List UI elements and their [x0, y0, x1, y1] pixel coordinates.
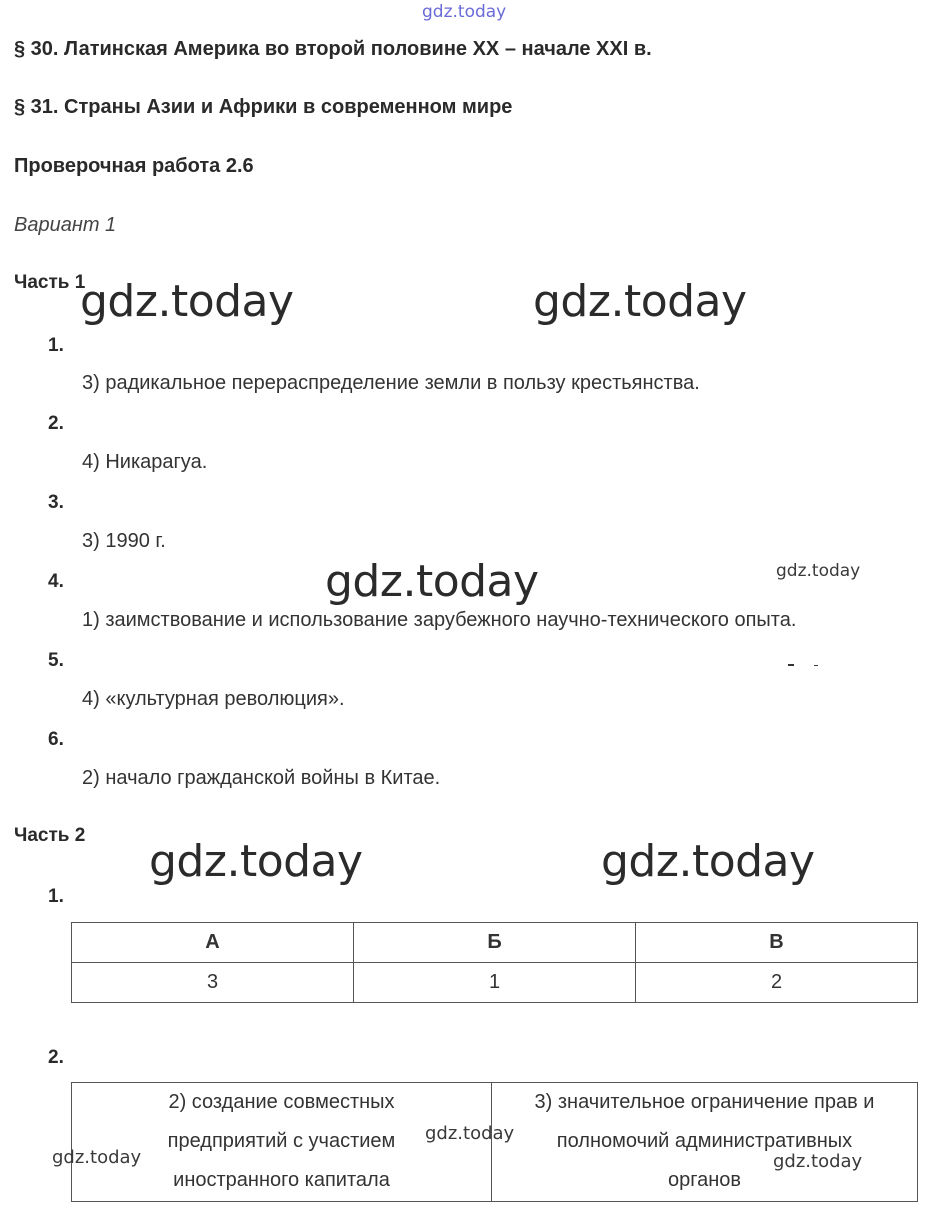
answer-table-1 — [71, 922, 918, 1003]
answer-text: 4) «культурная революция». — [82, 688, 345, 710]
table-cell: 2 — [636, 963, 918, 1003]
cell-line: предприятий с участием — [167, 1130, 396, 1152]
watermark: gdz.today — [325, 556, 539, 607]
watermark: gdz.today — [601, 836, 815, 887]
table-header-cell: В — [636, 923, 918, 963]
answer-text: 3) радикальное перераспределение земли в пользу крестьянства. — [82, 372, 700, 394]
watermark-small: gdz.today — [52, 1147, 142, 1168]
watermark-top: gdz.today — [422, 2, 507, 22]
cell-line: 2) создание совместных — [168, 1091, 395, 1113]
answer-text: 2) начало гражданской войны в Китае. — [82, 767, 441, 789]
question-number: 6. — [48, 729, 64, 750]
table-header-cell: Б — [354, 923, 636, 963]
section-31-heading: § 31. Страны Азии и Африки в современном мире — [14, 96, 513, 118]
stray-mark — [814, 665, 818, 666]
question-number: 1. — [48, 886, 64, 907]
answer-text: 4) Никарагуа. — [82, 451, 208, 473]
question-number: 1. — [48, 335, 64, 356]
question-number: 3. — [48, 492, 64, 513]
question-number: 4. — [48, 571, 64, 592]
test-title: Проверочная работа 2.6 — [14, 155, 254, 177]
variant-label: Вариант 1 — [14, 214, 117, 236]
cell-line: иностранного капитала — [173, 1169, 390, 1191]
answer-text: 3) 1990 г. — [82, 530, 166, 552]
question-number: 2. — [48, 413, 64, 434]
part2-title: Часть 2 — [14, 825, 86, 846]
cell-line: органов — [667, 1169, 742, 1191]
watermark: gdz.today — [533, 276, 747, 327]
table-header-cell: А — [72, 923, 354, 963]
question-number: 5. — [48, 650, 64, 671]
section-30-heading: § 30. Латинская Америка во второй половине XX – начале XXI в. — [14, 38, 652, 60]
watermark-small: gdz.today — [773, 1151, 863, 1172]
answer-text: 1) заимствование и использование зарубежного научно-технического опыта. — [82, 609, 797, 631]
watermark-small: gdz.today — [776, 561, 861, 581]
part1-title: Часть 1 — [14, 272, 86, 293]
table-cell: 1 — [354, 963, 636, 1003]
cell-line: 3) значительное ограничение прав и — [534, 1091, 875, 1113]
cell-line: полномочий административных — [556, 1130, 853, 1152]
watermark-small: gdz.today — [425, 1123, 515, 1144]
table-cell: 3 — [72, 963, 354, 1003]
stray-mark — [788, 664, 794, 666]
watermark: gdz.today — [80, 276, 294, 327]
question-number: 2. — [48, 1047, 64, 1068]
watermark: gdz.today — [149, 836, 363, 887]
table-cell — [492, 1083, 918, 1202]
